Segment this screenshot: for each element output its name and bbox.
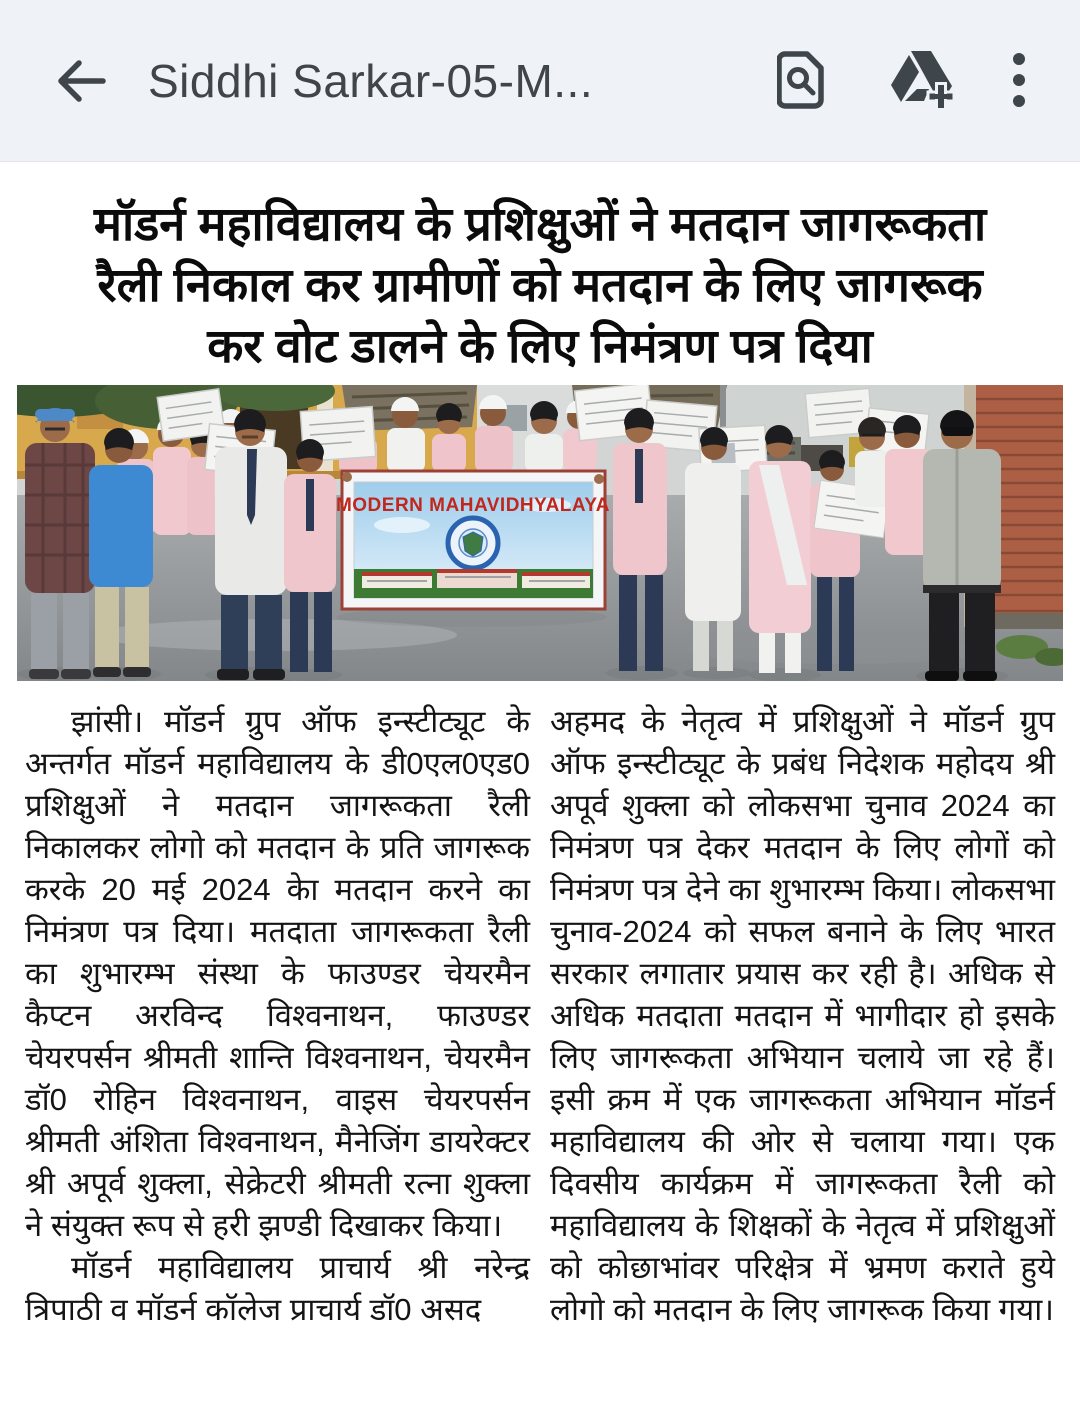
document-viewport[interactable]	[0, 163, 1080, 1402]
find-in-document-button[interactable]	[764, 30, 840, 130]
headline-line: मॉडर्न महाविद्यालय के प्रशिक्षुओं ने मतदान जागरूकता	[93, 197, 987, 250]
more-options-button[interactable]	[988, 30, 1050, 130]
article-column-right	[550, 701, 1055, 1331]
banner-campus-picture	[354, 569, 593, 598]
back-button[interactable]	[38, 38, 124, 124]
paragraph: मॉडर्न महाविद्यालय प्राचार्य श्री नरेन्द्र त्रिपाठी व मॉडर्न कॉलेज प्राचार्य डॉ0 असद	[25, 1250, 530, 1327]
find-in-document-icon	[777, 50, 827, 110]
more-options-icon	[1012, 51, 1026, 109]
document-title: Siddhi Sarkar-05-M...	[148, 55, 594, 107]
article-headline	[0, 193, 1080, 376]
add-to-drive-button[interactable]	[880, 30, 966, 130]
banner-title-text: MODERN MAHAVIDHYALAYA	[335, 495, 611, 516]
paragraph: अहमद के नेतृत्व में प्रशिक्षुओं ने मॉडर्न ग्रुप ऑफ इन्स्टीट्यूट के प्रबंध निदेशक महोदय श्री अपूर्व शुक्ला को लोकसभा चुनाव 2024 का निमंत्रण पत्र देकर मतदान के लिए लोगों को निमंत्रण पत्र देने का शुभारम्भ किया। लोकसभा चुनाव-2024 को सफल बनाने के लिए भारत सरकार लगातार प्रयास कर रही है। अधिक से अधिक मतदाता मतदान में भागीदार हो इसके लिए जागरूकता अभियान चलाये जा रहे हैं। इसी क्रम में एक जागरूकता अभियान मॉडर्न महाविद्यालय की ओर से चलाया गया। एक दिवसीय कार्यक्रम में जागरूकता रैली को महाविद्यालय के शिक्षकों के नेतृत्व में प्रशिक्षुओं को कोछाभांवर परिक्षेत्र में भ्रमण कराते हुये लोगो को मतदान के लिए जागरूक किया गया।	[550, 704, 1055, 1327]
back-arrow-icon	[53, 53, 109, 109]
paragraph: झांसी। मॉडर्न ग्रुप ऑफ इन्स्टीट्यूट के अन्तर्गत मॉडर्न महाविद्यालय के डी0एल0एड0 प्रशिक्षुओं ने मतदान जागरूकता रैली निकालकर लोगो को मतदान के प्रति जागरूक करके 20 मई 2024 केा मतदान करने का निमंत्रण पत्र दिया। मतदाता जागरूकता रैली का शुभारम्भ संस्था के फाउण्डर चेयरमैन कैप्टन अरविन्द विश्वनाथन, फाउण्डर चेयरपर्सन श्रीमती शान्ति विश्वनाथन, चेयरमैन डॉ0 रोहिन विश्वनाथन, वाइस चेयरपर्सन श्रीमती अंशिता विश्वनाथन, मैनेजिंग डायरेक्टर श्री अपूर्व शुक्ला, सेक्रेटरी श्रीमती रत्ना शुक्ला ने संयुक्त रूप से हरी झण्डी दिखाकर किया।	[25, 704, 530, 1243]
headline-line: कर वोट डालने के लिए निमंत्रण पत्र दिया	[207, 319, 873, 372]
headline-line: रैली निकाल कर ग्रामीणों को मतदान के लिए जागरूक	[97, 258, 983, 311]
rally-banner	[336, 471, 610, 609]
banner-college-logo	[448, 518, 498, 568]
rally-photo-scene	[17, 385, 1063, 681]
article-column-left	[25, 701, 530, 1331]
article-photo	[17, 385, 1063, 681]
app-bar	[0, 0, 1080, 162]
article-body	[25, 701, 1055, 1331]
add-to-drive-icon	[888, 49, 958, 111]
